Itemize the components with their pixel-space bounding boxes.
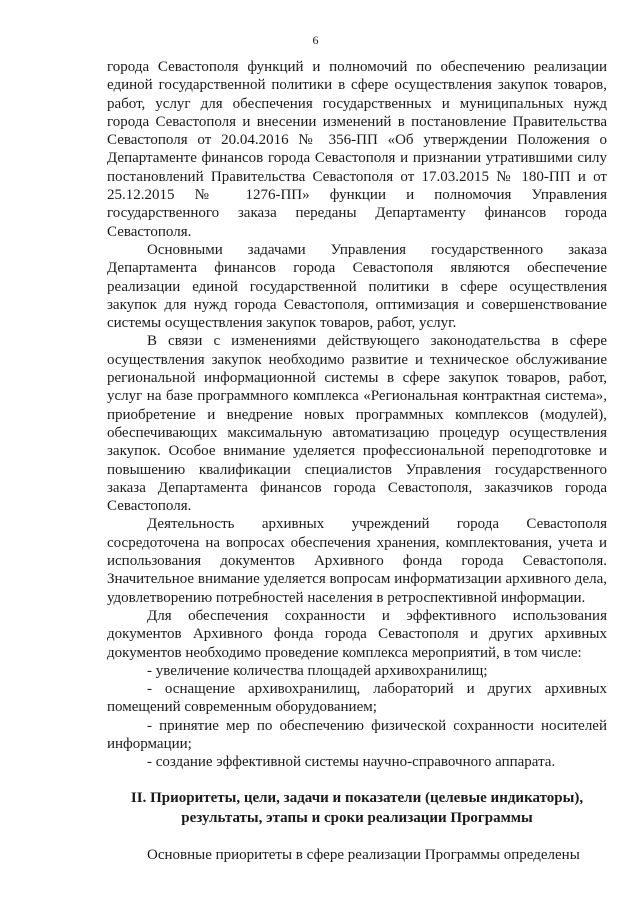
list-item: - увеличение количества площадей архивохранилищ; <box>147 662 488 679</box>
section-heading <box>107 788 607 828</box>
list-item: - принятие мер по обеспечению физической сохранности носителей информации; <box>107 717 607 752</box>
paragraph: Основными задачами Управления государственного заказа Департамента финансов города Севастополя являются обеспечение реализации единой государственной политики в сфере осуществления закупок для нужд города Севастополя, оптимизация и совершенствование системы осуществления закупок товаров, работ, услуг. <box>107 241 607 332</box>
list-item: - создание эффективной системы научно-справочного аппарата. <box>147 754 556 771</box>
paragraph: Для обеспечения сохранности и эффективного использования документов Архивного фонда города Севастополя и других архивных документов необходимо проведение комплекса мероприятий, в том числе: <box>107 607 607 661</box>
section-heading-line: результаты, этапы и сроки реализации Программы <box>181 809 533 826</box>
paragraph: города Севастополя функций и полномочий по обеспечению реализации единой государственной политики в сфере осуществления закупок товаров, работ, услуг для обеспечения государственных и муниципальных нужд города Севастополя и внесении изменений в постановление Правительства Севастополя от 20.04.2016 № 356-ПП «Об утверждении Положения о Департаменте финансов города Севастополя и признании утратившими силу постановлений Правительства Севастополя от 17.03.2015 № 180-ПП и от 25.12.2015 № 1276-ПП» функции и полномочия Управления государственного заказа переданы Департаменту финансов города Севастополя. <box>107 59 607 240</box>
page-number: 6 <box>312 33 319 47</box>
section-heading-line: II. Приоритеты, цели, задачи и показатели (целевые индикаторы), <box>130 789 584 806</box>
document-body <box>107 58 607 864</box>
paragraph: В связи с изменениями действующего законодательства в сфере осуществления закупок необходимо развитие и техническое обслуживание региональной информационной системы в сфере закупок товаров, работ, услуг на базе программного комплекса «Региональная контрактная система», приобретение и внедрение новых программных комплексов (модулей), обеспечивающих максимальную автоматизацию процедур осуществления закупок. Особое внимание уделяется профессиональной переподготовке и повышению квалификации специалистов Управления государственного заказа Департамента финансов города Севастополя, заказчиков города Севастополя. <box>107 333 607 515</box>
paragraph: Основные приоритеты в сфере реализации Программы определены <box>147 846 580 863</box>
paragraph: Деятельность архивных учреждений города Севастополя сосредоточена на вопросах обеспечения хранения, комплектования, учета и использования документов Архивного фонда города Севастополя. Значительное внимание уделяется вопросам информатизации архивного дела, удовлетворению потребностей населения в ретроспективной информации. <box>107 516 607 606</box>
list-item: - оснащение архивохранилищ, лабораторий и других архивных помещений современным оборудованием; <box>107 681 607 716</box>
